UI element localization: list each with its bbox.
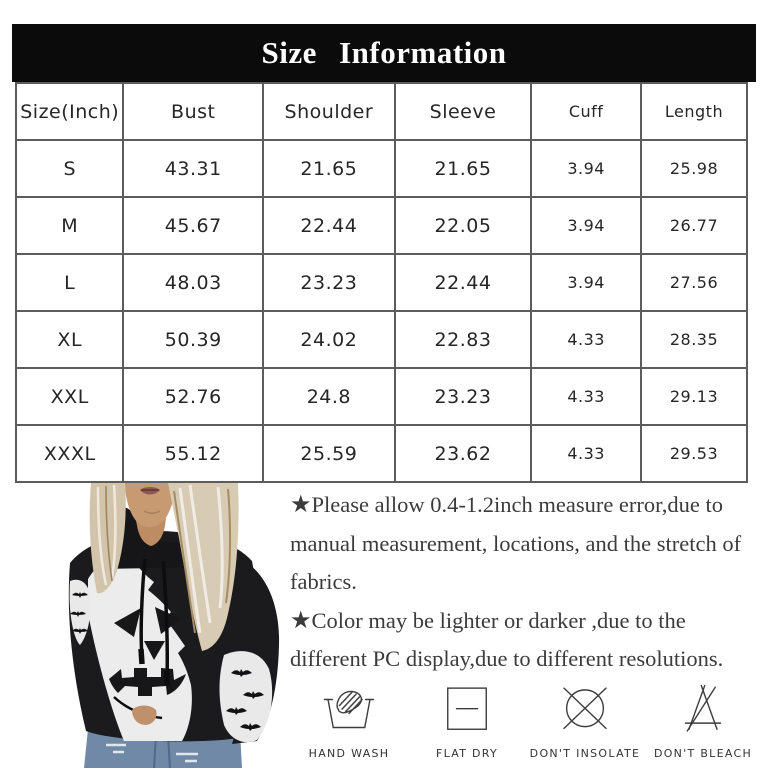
column-header: Cuff [531,83,641,140]
size-cell: S [16,140,123,197]
measure-cell: 52.76 [123,368,263,425]
care-item-hand-wash [292,682,406,766]
measure-cell: 55.12 [123,425,263,482]
column-header: Sleeve [395,83,532,140]
measure-cell: 45.67 [123,197,263,254]
table-row [16,254,747,311]
care-item-dont-insolate [528,682,642,766]
measure-cell: 4.33 [531,311,641,368]
measure-cell: 24.8 [263,368,395,425]
measure-cell: 27.56 [641,254,747,311]
hoodie-photo-illustration [28,483,292,768]
flat-dry-icon [436,682,498,738]
care-label: HAND WASH [308,747,390,760]
note-color-difference [290,602,768,679]
measure-cell: 22.44 [263,197,395,254]
measure-cell: 48.03 [123,254,263,311]
measure-cell: 29.53 [641,425,747,482]
measure-cell: 4.33 [531,368,641,425]
measure-cell: 22.05 [395,197,532,254]
size-cell: M [16,197,123,254]
care-label: DON'T INSOLATE [529,747,641,760]
star-bullet-icon: ★ [290,607,312,634]
note-measure-error [290,486,768,602]
size-information-header [12,24,756,82]
dont-insolate-icon [554,682,616,738]
hand-wash-icon [318,682,380,738]
star-bullet-icon: ★ [290,492,312,518]
column-header: Size(Inch) [16,83,123,140]
product-photo [28,483,292,768]
measure-cell: 25.98 [641,140,747,197]
note-text: Color may be lighter or darker ,due to the different PC display,due to different resolutions. [290,607,724,671]
measure-cell: 21.65 [263,140,395,197]
table-row [16,368,747,425]
size-table [15,82,748,483]
column-header: Length [641,83,747,140]
measure-cell: 26.77 [641,197,747,254]
measure-cell: 22.83 [395,311,532,368]
measure-cell: 23.62 [395,425,532,482]
measure-cell: 24.02 [263,311,395,368]
size-cell: L [16,254,123,311]
measure-cell: 25.59 [263,425,395,482]
column-header: Bust [123,83,263,140]
care-label: FLAT DRY [435,747,499,760]
measurement-notes [290,486,768,679]
measure-cell: 43.31 [123,140,263,197]
measure-cell: 3.94 [531,254,641,311]
measure-cell: 29.13 [641,368,747,425]
table-row [16,425,747,482]
measure-cell: 3.94 [531,197,641,254]
measure-cell: 22.44 [395,254,532,311]
measure-cell: 21.65 [395,140,532,197]
dont-bleach-icon [672,682,734,738]
measure-cell: 23.23 [395,368,532,425]
table-row [16,197,747,254]
measure-cell: 23.23 [263,254,395,311]
care-item-dont-bleach [646,682,760,766]
size-cell: XXL [16,368,123,425]
care-label: DON'T BLEACH [653,747,753,760]
size-cell: XXXL [16,425,123,482]
column-header: Shoulder [263,83,395,140]
care-instructions [292,682,760,766]
size-cell: XL [16,311,123,368]
care-item-flat-dry [410,682,524,766]
note-text: Please allow 0.4-1.2inch measure error,due to manual measurement, locations, and the stretch of fabrics. [290,492,742,594]
table-row [16,311,747,368]
table-row [16,140,747,197]
measure-cell: 4.33 [531,425,641,482]
table-header-row [16,83,747,140]
measure-cell: 50.39 [123,311,263,368]
measure-cell: 3.94 [531,140,641,197]
page-title: Size Information [261,35,507,70]
measure-cell: 28.35 [641,311,747,368]
